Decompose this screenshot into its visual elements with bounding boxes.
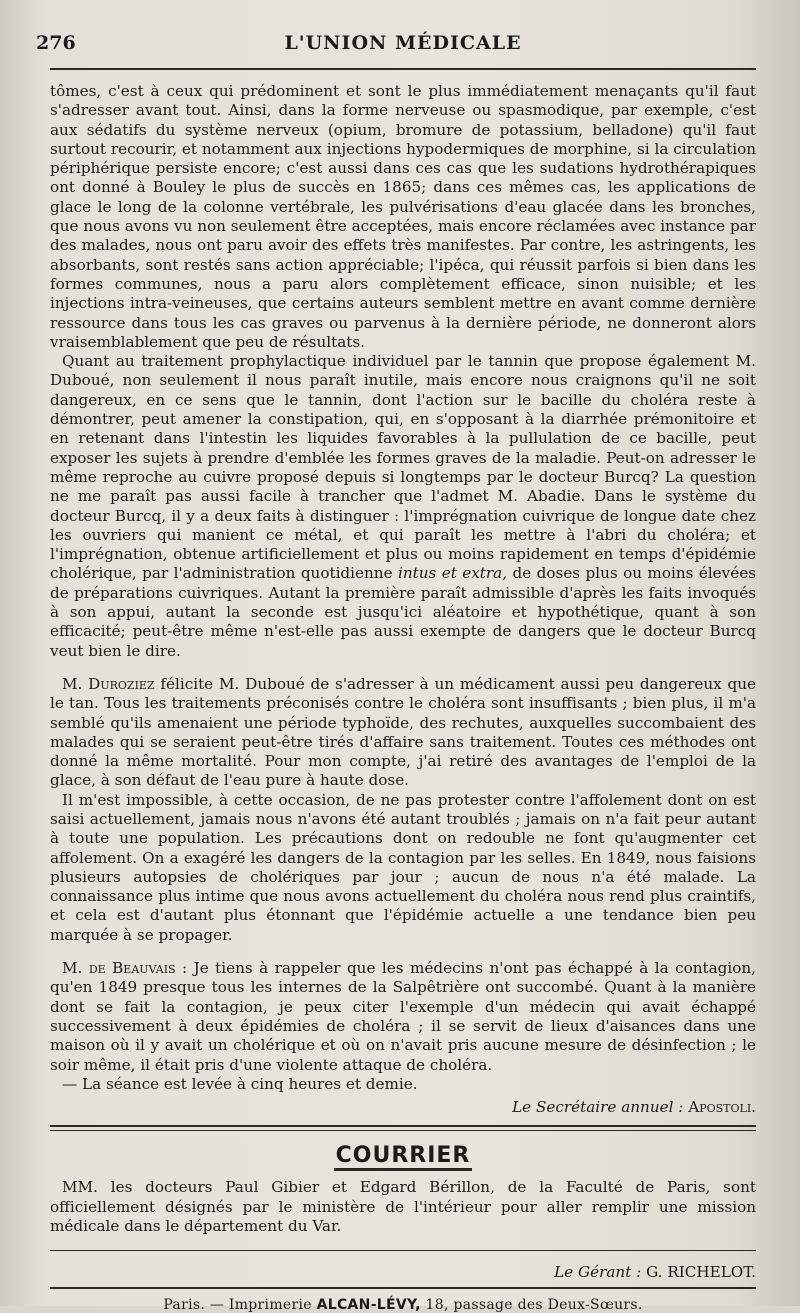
paragraph-text: — La séance est levée à cinq heures et demie. (62, 1074, 418, 1093)
imprint-address: 18, passage des Deux-Sœurs. (425, 1297, 643, 1313)
paragraph-text: Quant au traitement prophylactique individuel par le tannin que propose également M. Duboué, non seulement il nous paraît inutile, mais encore nous craignons qu'il ne soit dangereux, en ce sens que le tannin, dont l'action sur le bacille du choléra reste à démontrer, peut amener la constipation, qui, en s'opposant à la diarrhée prémonitoire et en retenant dans l'intestin les liquides favorables à la pullulation de ce bacille, peut exposer les sujets à prendre d'emblée les formes graves de la maladie. Peut-on adresser le même reproche au cuivre proposé depuis si longtemps par le docteur Burcq? La question ne me paraît pas aussi facile à trancher que l'admet M. Abadie. Dans le système du docteur Burcq, il y a deux faits à distinguer : l'imprégnation cuivrique de longue date chez les ouvriers qui manient ce métal, et qui paraît les mettre à l'abri du choléra; et l'imprégnation, obtenue artificiellement et plus ou moins rapidement en temps d'épidémie cholérique, par l'administration quotidienne (50, 352, 756, 583)
speaker-name: M. de Beauvais (62, 959, 176, 978)
paragraph-prophylaxis (50, 352, 756, 661)
courrier-title-text: COURRIER (334, 1143, 473, 1171)
signature-label: Le Secrétaire annuel : (512, 1098, 684, 1117)
imprint-printer: ALCAN-LÉVY, (316, 1297, 421, 1313)
imprint-divider (50, 1287, 756, 1289)
paragraph-beauvais (50, 959, 756, 1075)
signature-name: Apostoli. (688, 1098, 756, 1117)
courrier-body (50, 1178, 756, 1236)
courrier-title (50, 1143, 756, 1168)
printer-imprint (50, 1297, 756, 1313)
gerant-label: Le Gérant : (554, 1263, 642, 1282)
courrier-paragraph (50, 1178, 756, 1236)
paragraph-treatment (50, 82, 756, 352)
paragraph-text: MM. les docteurs Paul Gibier et Edgard Bérillon, de la Faculté de Paris, sont officiellement désignés par le ministère de l'intérieur pour aller remplir une mission médicale dans le département du Var. (50, 1178, 756, 1236)
running-head: L'UNION MÉDICALE (284, 32, 522, 54)
imprint-prefix: Paris. — Imprimerie (163, 1297, 312, 1313)
gerant-name: G. RICHELOT. (646, 1263, 756, 1282)
speaker-name: M. Duroziez (62, 674, 155, 693)
paragraph-text-end: de doses plus ou moins élevées de préparations cuivriques. Autant la première paraît admissible d'après les faits invoqués à son appui, autant la seconde est jusqu'ici aléatoire et hypothétique, quant à son efficacité; peut-être même n'est-elle pas aussi exempte de dangers que le docteur Burcq veut bien le dire. (50, 564, 757, 660)
latin-phrase: intus et extra, (398, 564, 508, 583)
paragraph-text: Il m'est impossible, à cette occasion, de ne pas protester contre l'affolement dont on est saisi actuellement, jamais nous n'avons été autant troublés ; jamais on n'a fait peur autant à toute une population. Les précautions dont on redouble ne font qu'augmenter cet affolement. On a exagéré les dangers de la contagion par les selles. En 1849, nous faisions plusieurs autopsies de cholériques par jour ; aucun de nous n'a été malade. La connaissance plus intime que nous avons actuellement du choléra nous rend plus craintifs, et cela est d'autant plus étonnant que l'épidémie actuelle a une tendance bien peu marquée à se propager. (50, 790, 756, 944)
footer-divider (50, 1250, 756, 1251)
section-divider (50, 1125, 756, 1131)
gerant-line (50, 1263, 756, 1281)
secretary-signature (50, 1098, 756, 1117)
article-body (50, 82, 756, 1117)
paragraph-text: félicite M. Duboué de s'adresser à un médicament aussi peu dangereux que le tan. Tous les traitements préconisés contre le choléra sont insuffisants ; bien plus, il m'a semblé qu'ils amenaient une période typhoïde, des rechutes, auxquelles succombaient des malades qui se seraient peut-être tirés d'affaire sans traitement. Toutes ces méthodes ont donné la même mortalité. Pour mon compte, j'ai retiré des avantages de l'emploi de la glace, à son défaut de l'eau pure à haute dose. (50, 674, 756, 790)
paragraph-duroziez (50, 675, 756, 791)
page-number: 276 (36, 32, 76, 54)
paragraph-text: tômes, c'est à ceux qui prédominent et sont le plus immédiatement menaçants qu'il faut s'adresser avant tout. Ainsi, dans la forme nerveuse ou spasmodique, par exemple, c'est aux sédatifs du système nerveux (opium, bromure de potassium, belladone) qu'il faut surtout recourir, et notamment aux injections hypodermiques de morphine, si la circulation périphérique persiste encore; c'est aussi dans ces cas que les sudations hydrothérapiques ont donné à Bouley le plus de succès en 1865; dans ces mêmes cas, les applications de glace le long de la colonne vertébrale, les pulvérisations d'eau glacée dans les bronches, que nous avons vu non seulement être acceptées, mais encore réclamées avec instance par des malades, nous ont paru avoir des effets très manifestes. Par contre, les astringents, les absorbants, sont restés sans action appréciable; l'ipéca, qui réussit parfois si bien dans les formes communes, nous a paru alors complètement efficace, sinon nuisible; et les injections intra-veineuses, que certains auteurs semblent mettre en avant comme dernière ressource dans tous les cas graves ou parvenus à la dernière période, ne donneront alors vraisemblablement que peu de résultats. (50, 82, 756, 351)
page-header (36, 28, 756, 70)
paragraph-closing (50, 1075, 756, 1094)
paragraph-affolement (50, 791, 756, 945)
paragraph-text: : Je tiens à rappeler que les médecins n'ont pas échappé à la contagion, qu'en 1849 presque tous les internes de la Salpêtrière ont succombé. Quant à la manière dont se fait la contagion, je peux citer l'exemple d'un médecin qui avait échappé successivement à deux épidémies de choléra ; il se servit de lieux d'aisances dans une maison où il y avait un cholérique et où on n'avait pris aucune mesure de désinfection ; le soir même, il était pris d'une violente attaque de choléra. (50, 959, 757, 1074)
